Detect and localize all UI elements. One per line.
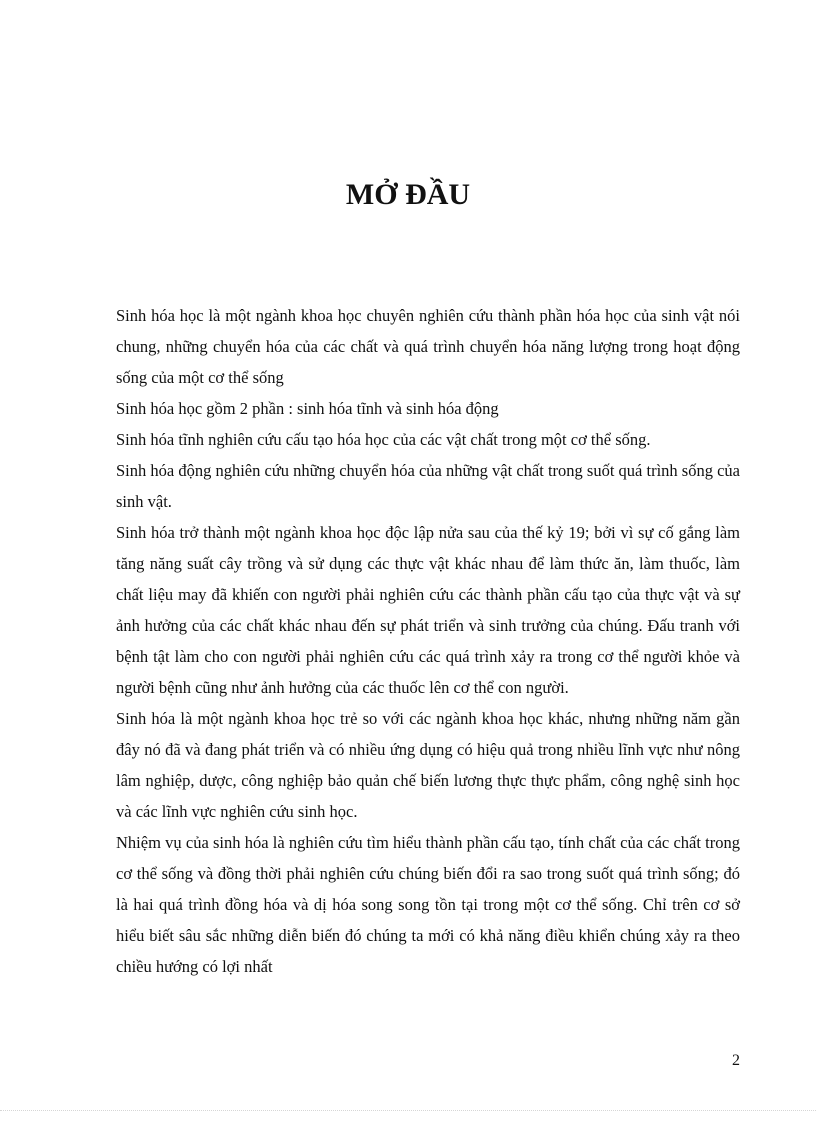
paragraph-dynamic-biochem: Sinh hóa động nghiên cứu những chuyển hóa của những vật chất trong suốt quá trình sống của sinh vật. xyxy=(116,461,740,511)
page-number: 2 xyxy=(732,1052,740,1069)
paragraph-static-biochem: Sinh hóa tĩnh nghiên cứu cấu tạo hóa học của các vật chất trong một cơ thể sống. xyxy=(116,430,651,449)
paragraph-applications: Sinh hóa là một ngành khoa học trẻ so với các ngành khoa học khác, nhưng những năm gần đây nó đã và đang phát triển và có nhiều ứng dụng có hiệu quả trong nhiều lĩnh vực như nông lâm nghiệp, dược, công nghiệp bảo quản chế biến lương thực thực phẩm, công nghệ sinh học và các lĩnh vực nghiên cứu sinh học. xyxy=(116,709,740,821)
body-text xyxy=(116,300,740,982)
paragraph-tasks: Nhiệm vụ của sinh hóa là nghiên cứu tìm hiểu thành phần cấu tạo, tính chất của các chất trong cơ thể sống và đồng thời phải nghiên cứu chúng biến đổi ra sao trong suốt quá trình sống; đó là hai quá trình đồng hóa và dị hóa song song tồn tại trong một cơ thể sống. Chỉ trên cơ sở hiểu biết sâu sắc những diễn biến đó chúng ta mới có khả năng điều khiển chúng xảy ra theo chiều hướng có lợi nhất xyxy=(116,833,740,976)
page-bottom-divider xyxy=(0,1110,816,1111)
page-title: MỞ ĐẦU xyxy=(345,178,471,211)
paragraph-parts: Sinh hóa học gồm 2 phần : sinh hóa tĩnh và sinh hóa động xyxy=(116,399,499,418)
paragraph-history: Sinh hóa trở thành một ngành khoa học độc lập nửa sau của thế kỷ 19; bởi vì sự cố gắng làm tăng năng suất cây trồng và sử dụng các thực vật khác nhau để làm thức ăn, làm thuốc, làm chất liệu may đã khiến con người phải nghiên cứu các thành phần cấu tạo của thực vật và sự ảnh hưởng của các chất khác nhau đến sự phát triển và sinh trưởng của chúng. Đấu tranh với bệnh tật làm cho con người phải nghiên cứu các quá trình xảy ra trong cơ thể người khỏe và người bệnh cũng như ảnh hưởng của các thuốc lên cơ thể con người. xyxy=(116,523,740,697)
paragraph-intro: Sinh hóa học là một ngành khoa học chuyên nghiên cứu thành phần hóa học của sinh vật nói chung, những chuyển hóa của các chất và quá trình chuyển hóa năng lượng trong hoạt động sống của một cơ thể sống xyxy=(116,306,740,387)
